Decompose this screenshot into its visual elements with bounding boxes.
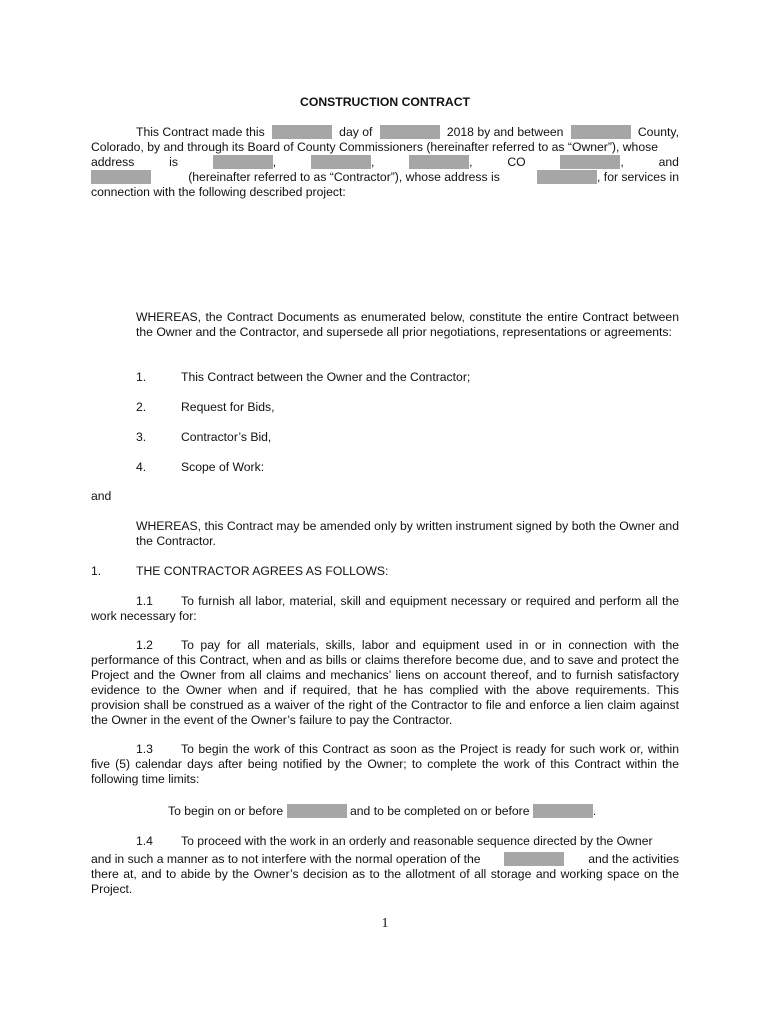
redacted-field bbox=[311, 155, 371, 169]
clause-1-1: 1.1 To furnish all labor, material, skill and equipment necessary or required and perform all the work necessary for: bbox=[91, 594, 679, 623]
redacted-field bbox=[571, 125, 631, 139]
clause-1-3-dates: To begin on or before and to be completed on or before . bbox=[168, 804, 597, 818]
document-list-item: 3. Contractor’s Bid, bbox=[136, 430, 272, 444]
clause-1-4-line-1: 1.4 To proceed with the work in an orderly and reasonable sequence directed by the Owner bbox=[136, 834, 653, 848]
intro-line-4: (hereinafter referred to as “Contractor”), whose address is , for services in bbox=[91, 170, 679, 185]
redacted-field bbox=[537, 170, 597, 184]
and-text: and bbox=[91, 489, 112, 503]
clause-1-2: 1.2 To pay for all materials, skills, labor and equipment used in or in connection with the performance of this Contract, when and as bills or claims therefore become due, and to save and protect the Project and the Owner from all claims and mechanics’ liens on account thereof, and to furnish satisfactory evidence to the Owner when and if required, that he has complied with the above requirements. This provision shall be construed as a waiver of the right of the Contractor to file and enforce a lien claim against the Owner in the event of the Owner’s failure to pay the Contractor. bbox=[91, 638, 679, 727]
redacted-field bbox=[533, 804, 593, 818]
redacted-field bbox=[560, 155, 620, 169]
redacted-field bbox=[409, 155, 469, 169]
section-heading: 1. THE CONTRACTOR AGREES AS FOLLOWS: bbox=[91, 564, 389, 578]
document-list-item: 4. Scope of Work: bbox=[136, 460, 265, 474]
intro-line-2: Colorado, by and through its Board of County Commissioners (hereinafter referred to as “Owner”), whose bbox=[91, 140, 658, 154]
redacted-field bbox=[287, 804, 347, 818]
redacted-field bbox=[213, 155, 273, 169]
clause-1-4 bbox=[91, 834, 679, 897]
redacted-field bbox=[91, 170, 151, 184]
intro-line-1: This Contract made this day of 2018 by and between County, bbox=[136, 125, 679, 139]
redacted-field bbox=[380, 125, 440, 139]
whereas-paragraph-1: WHEREAS, the Contract Documents as enumerated below, constitute the entire Contract between the Owner and the Contractor, and supersede all prior negotiations, representations or agreements: bbox=[136, 310, 679, 339]
intro-line-3: address is , , , CO , and bbox=[91, 155, 679, 169]
clause-1-4-line-2: and in such a manner as to not interfere with the normal operation of the and the activities bbox=[91, 852, 679, 866]
whereas-paragraph-2: WHEREAS, this Contract may be amended only by written instrument signed by both the Owner and the Contractor. bbox=[136, 519, 679, 548]
clause-1-4-line-3: there at, and to abide by the Owner’s decision as to the allotment of all storage and working space on the Project. bbox=[91, 867, 679, 896]
redacted-field bbox=[272, 125, 332, 139]
document-list-item: 1. This Contract between the Owner and the Contractor; bbox=[136, 370, 471, 384]
page-number: 1 bbox=[381, 916, 389, 931]
intro-line-5: connection with the following described project: bbox=[91, 185, 346, 199]
intro-paragraph bbox=[91, 125, 679, 200]
document-title: CONSTRUCTION CONTRACT bbox=[300, 95, 470, 109]
document-list-item: 2. Request for Bids, bbox=[136, 400, 275, 414]
redacted-field bbox=[504, 852, 564, 866]
clause-1-3: 1.3 To begin the work of this Contract as soon as the Project is ready for such work or, within five (5) calendar days after being notified by the Owner; to complete the work of this Contract within the following time limits: bbox=[91, 742, 679, 786]
document-page bbox=[91, 0, 679, 1024]
